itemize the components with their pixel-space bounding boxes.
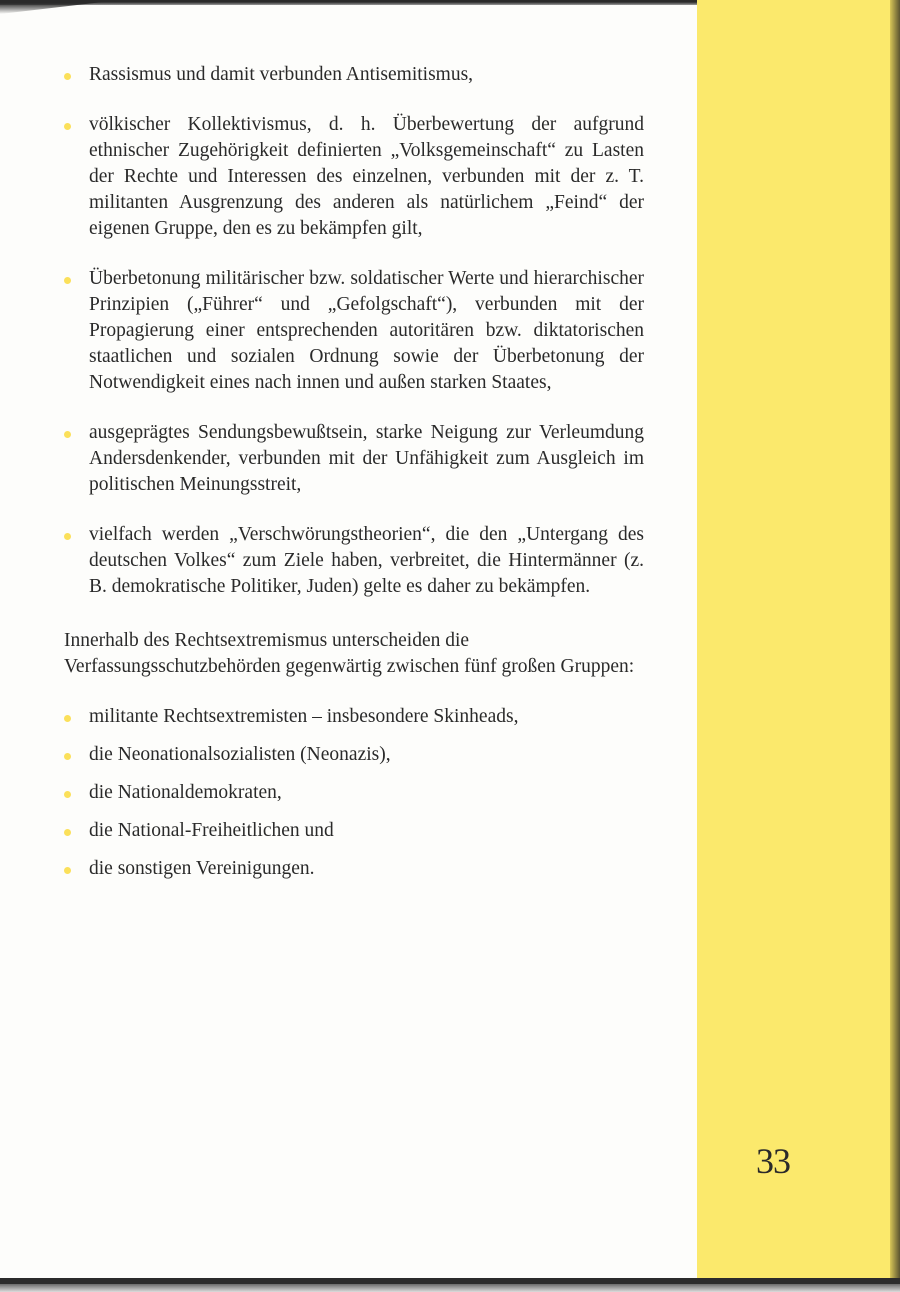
list-item-text: völkischer Kollektivismus, d. h. Überbewertung der aufgrund ethnischer Zugehörigkeit definierten „Volksgemeinschaft“ zu Lasten der Rechte und Interessen des einzelnen, verbunden mit der z. T. militanten Ausgrenzung des anderen als natürlichem „Feind“ der eigenen Gruppe, den es zu bekämpfen gilt,	[89, 114, 644, 239]
list-item-text: die sonstigen Vereinigungen.	[89, 858, 315, 879]
list-item	[64, 266, 644, 396]
bullet-icon	[64, 715, 71, 722]
bullet-icon	[64, 791, 71, 798]
bullet-icon	[64, 277, 71, 284]
bullet-icon	[64, 533, 71, 540]
list-item	[64, 112, 644, 242]
intro-paragraph: Innerhalb des Rechtsextremismus unterscheiden die Verfassungsschutzbehörden gegenwärtig zwischen fünf großen Gruppen:	[64, 630, 635, 677]
list-item-text: die Nationaldemokraten,	[89, 782, 282, 803]
page-number: 33	[756, 1141, 790, 1181]
list-item-text: Rassismus und damit verbunden Antisemitismus,	[89, 64, 474, 85]
bullet-icon	[64, 73, 71, 80]
list-item-text: Überbetonung militärischer bzw. soldatischer Werte und hierarchischer Prinzipien („Führer“ und „Gefolgschaft“), verbunden mit der Propagierung einer entsprechenden autoritären bzw. diktatorischen staatlichen und sozialen Ordnung sowie der Überbetonung der Notwendigkeit eines nach innen und außen starken Staates,	[89, 268, 644, 393]
top-rule-fade	[0, 0, 120, 14]
page-edge-shadow	[890, 0, 900, 1292]
bullet-icon	[64, 829, 71, 836]
page-body	[64, 62, 644, 882]
list-item-text: die National-Freiheitlichen und	[89, 820, 334, 841]
yellow-margin-band	[697, 0, 900, 1292]
list-item	[64, 780, 644, 806]
bullet-icon	[64, 431, 71, 438]
list-item	[64, 856, 644, 882]
list-item	[64, 818, 644, 844]
list-item	[64, 420, 644, 498]
list-item	[64, 62, 644, 88]
list-item-text: vielfach werden „Verschwörungstheorien“, die den „Untergang des deutschen Volkes“ zum Ziele haben, verbreitet, die Hintermänner (z. B. demokratische Politiker, Juden) gelte es daher zu bekämpfen.	[89, 524, 644, 597]
list-item	[64, 704, 644, 730]
bullet-icon	[64, 123, 71, 130]
bullet-icon	[64, 753, 71, 760]
list-item-text: militante Rechtsextremisten – insbesondere Skinheads,	[89, 706, 519, 727]
list-item	[64, 742, 644, 768]
list-item-text: die Neonationalsozialisten (Neonazis),	[89, 744, 391, 765]
list-item	[64, 522, 644, 600]
bottom-edge-shadow	[0, 1284, 900, 1292]
bullet-icon	[64, 867, 71, 874]
list-item-text: ausgeprägtes Sendungsbewußtsein, starke Neigung zur Verleumdung Andersdenkender, verbunden mit der Unfähigkeit zum Ausgleich im politischen Meinungsstreit,	[89, 422, 644, 495]
